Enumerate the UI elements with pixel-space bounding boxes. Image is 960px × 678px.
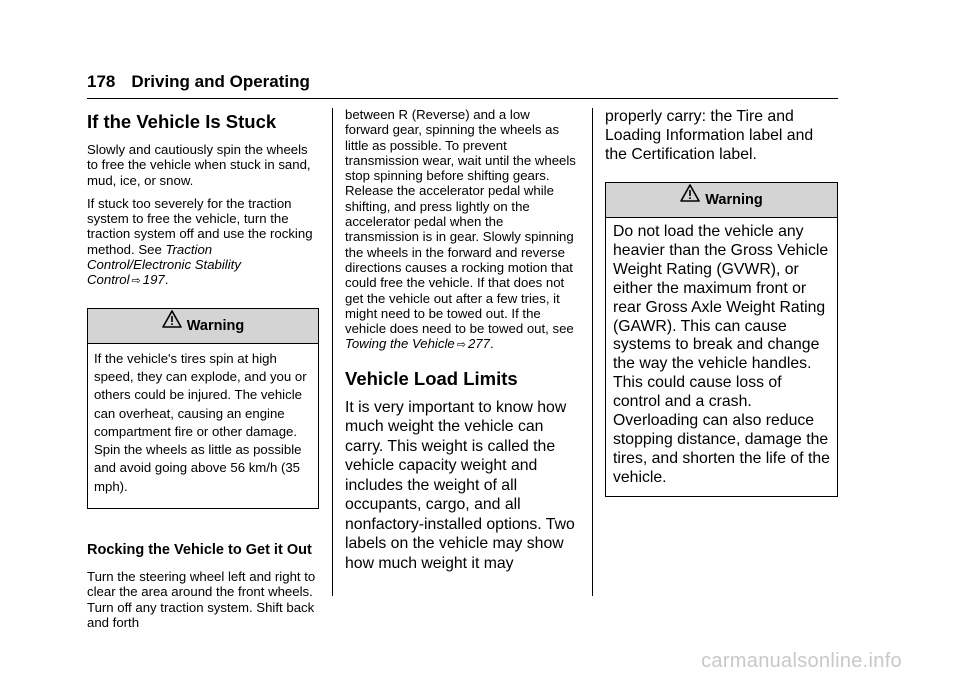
page-reference[interactable]: 277 xyxy=(467,336,490,352)
warning-box xyxy=(605,182,838,497)
subheading-rocking: Rocking the Vehicle to Get it Out xyxy=(87,542,312,559)
warning-title: Warning xyxy=(186,317,245,334)
column-3 xyxy=(605,107,838,497)
paragraph: Turn the steering wheel left and right to clear the area around the front wheels. Turn off any traction system. Shift back and forth xyxy=(87,569,316,630)
warning-header xyxy=(606,183,837,218)
cross-reference-link[interactable]: Traction Control/Electronic Stability Control xyxy=(87,241,241,288)
page-ref-arrow-icon: ⇨ xyxy=(131,275,141,288)
page-header xyxy=(87,70,310,94)
paragraph: If stuck too severely for the traction system to free the vehicle, turn the traction system off and use the rocking method. See Traction Control/Electronic Stability Control ⇨ 197. xyxy=(87,195,313,288)
section-title: Driving and Operating xyxy=(131,72,310,91)
heading-vehicle-stuck: If the Vehicle Is Stuck xyxy=(87,111,277,132)
warning-triangle-icon xyxy=(680,181,700,215)
warning-triangle-icon xyxy=(162,307,182,341)
header-rule xyxy=(87,98,838,99)
column-1 xyxy=(87,108,319,638)
column-2 xyxy=(345,107,577,573)
paragraph: between R (Reverse) and a low forward gear, spinning the wheels as little as possible. To prevent transmission wear, wait until the wheels stop spinning before shifting gears. Release the accelerator pedal while shifting, and press lightly on the accelerator pedal when the transmission is in gear. Slowly spinning the wheels in the forward and reverse directions causes a rocking motion that could free the vehicle. If that does not get the vehicle out after a few tries, it might need to be towed out. If the vehicle does need to be towed out, see Towing the Vehicle ⇨ 277. xyxy=(345,107,576,352)
heading-load-limits: Vehicle Load Limits xyxy=(345,367,518,389)
cross-reference-link[interactable]: Towing the Vehicle xyxy=(345,336,455,352)
column-divider-1 xyxy=(332,108,333,596)
warning-title: Warning xyxy=(705,192,763,208)
column-divider-2 xyxy=(592,108,593,596)
paragraph: properly carry: the Tire and Loading Information label and the Certification label. xyxy=(605,108,814,163)
paragraph: It is very important to know how much weight the vehicle can carry. This weight is called the vehicle capacity weight and includes the weight of all occupants, cargo, and all nonfactory-installed options. Two labels on the vehicle may show how much weight it may xyxy=(345,398,575,572)
warning-text: Do not load the vehicle any heavier than the Gross Vehicle Weight Rating (GVWR), or either the maximum front or rear Gross Axle Weight Rating (GAWR). This can cause systems to break and change the way the vehicle handles. This could cause loss of control and a crash. Overloading can also reduce stopping distance, damage the tires, and shorten the life of the vehicle. xyxy=(613,223,830,486)
warning-header xyxy=(88,309,318,344)
warning-text: If the vehicle's tires spin at high speed, they can explode, and you or others could be injured. The vehicle can overheat, causing an engine compartment fire or other damage. Spin the wheels as little as possible and avoid going above 56 km/h (35 mph). xyxy=(94,350,307,494)
watermark: carmanualsonline.info xyxy=(701,650,902,672)
page-number: 178 xyxy=(87,72,116,91)
page-reference[interactable]: 197 xyxy=(142,272,165,288)
page-ref-arrow-icon: ⇨ xyxy=(456,339,466,352)
paragraph: Slowly and cautiously spin the wheels to free the vehicle when stuck in sand, mud, ice, or snow. xyxy=(87,142,311,188)
warning-box xyxy=(87,308,319,509)
